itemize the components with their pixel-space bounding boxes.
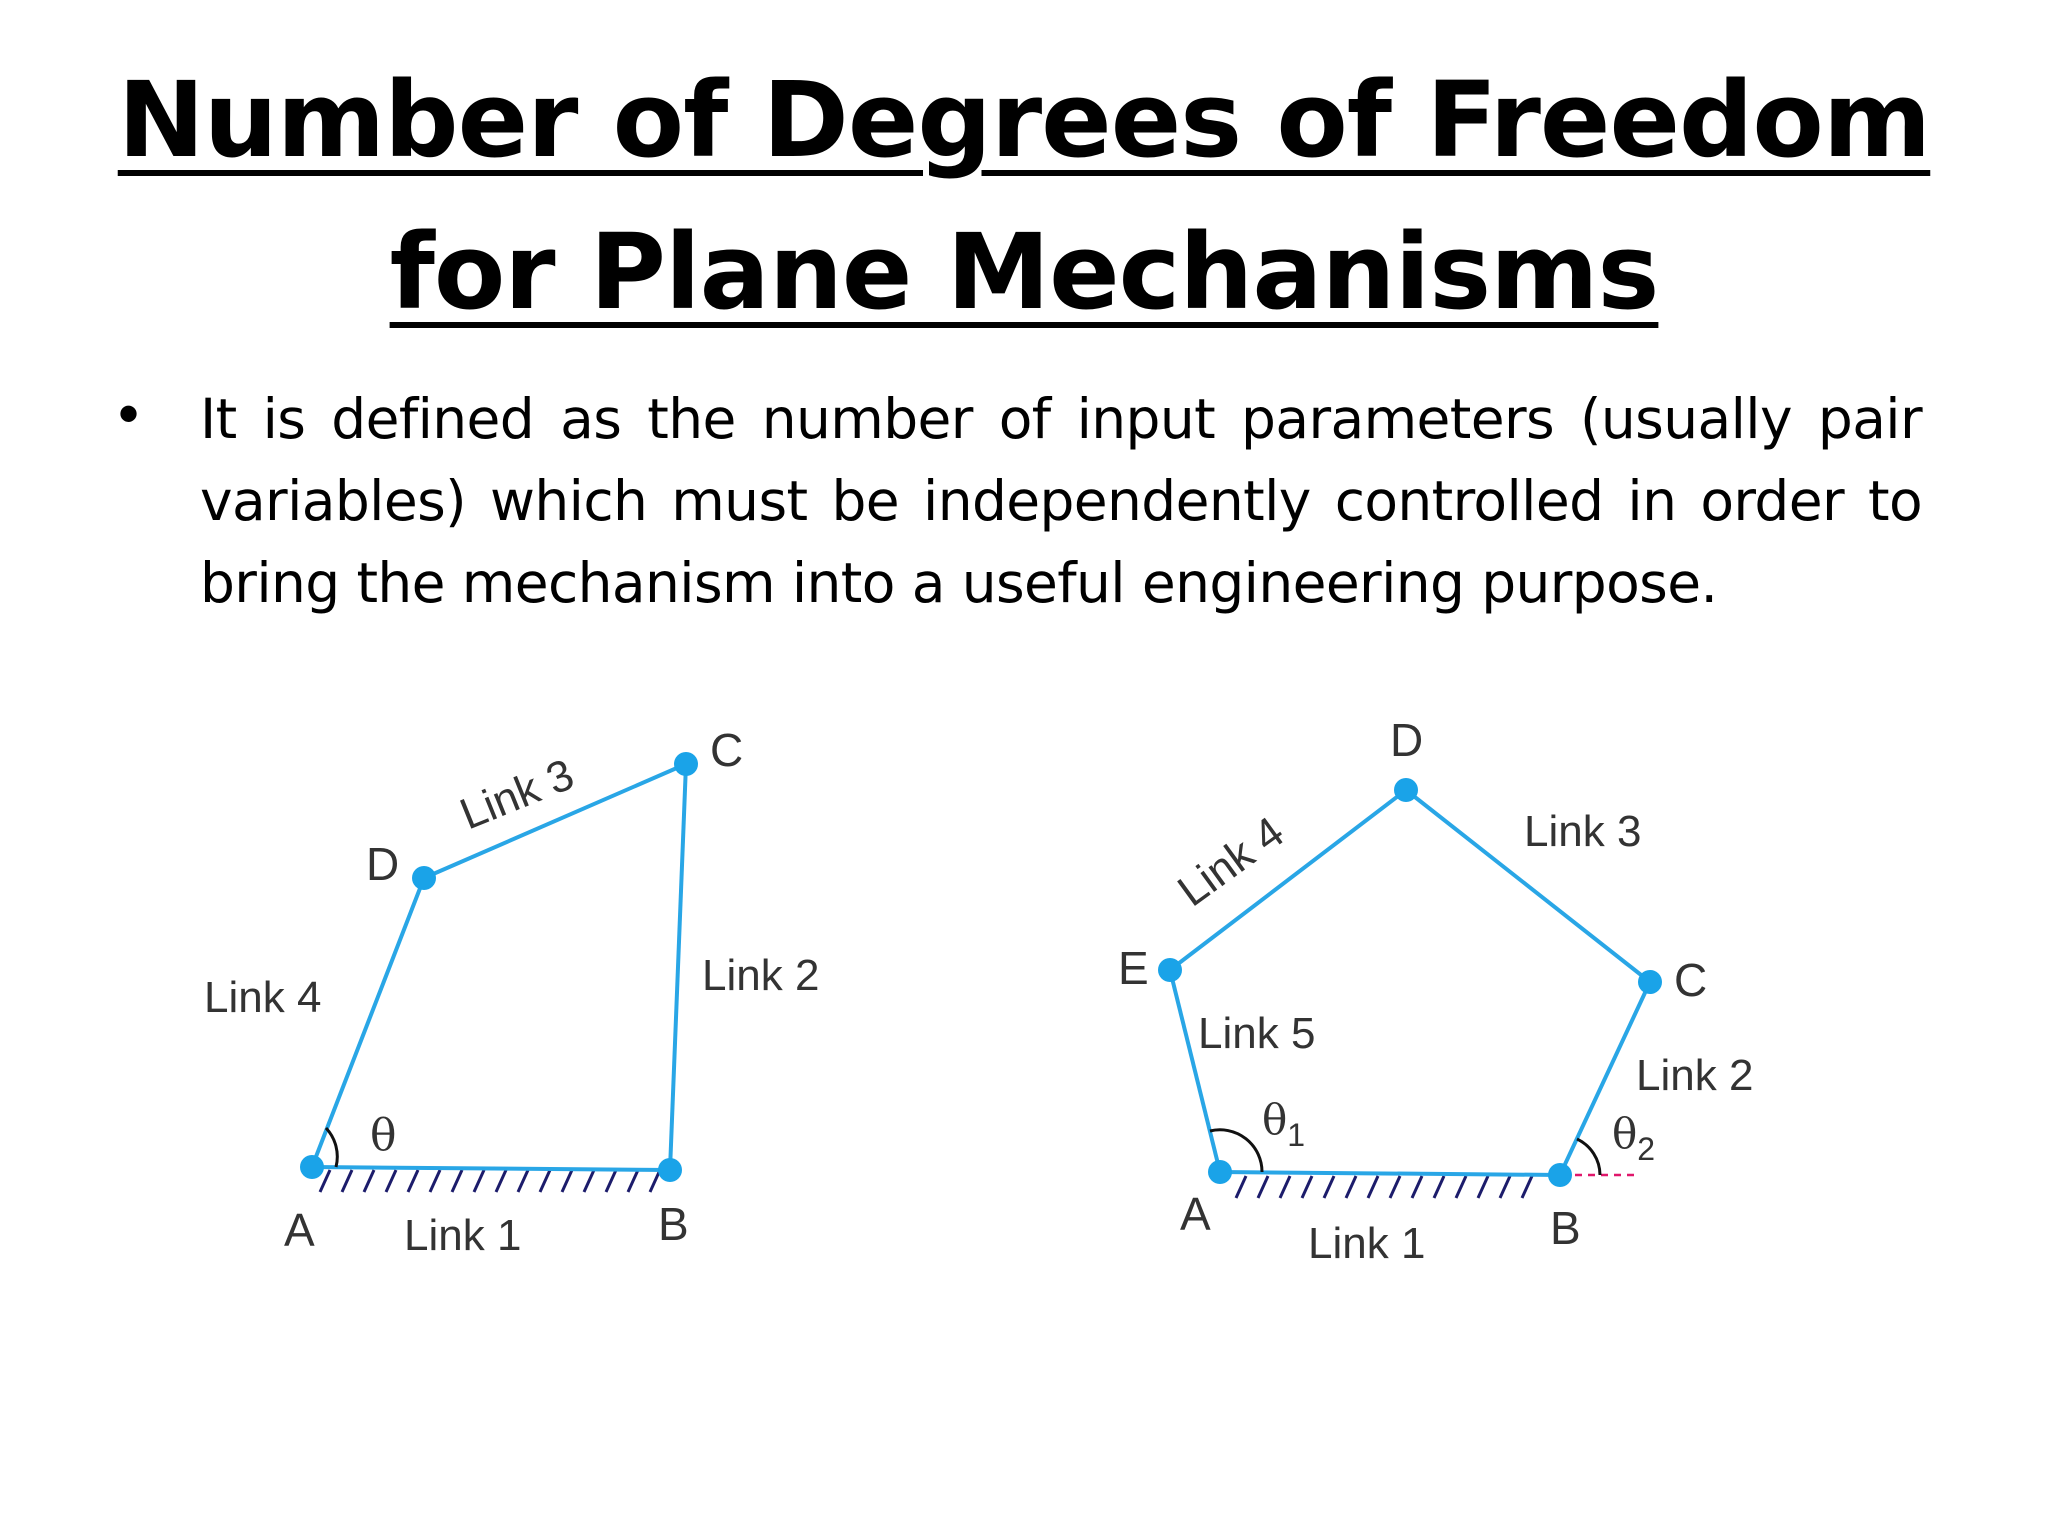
five-bar-joint-a: [1208, 1160, 1232, 1184]
five-bar-label-theta-2: $\theta_2$: [1612, 1109, 1656, 1167]
five-bar-label-e: E: [1118, 942, 1149, 994]
five-bar-label-theta-1: $\theta_1$: [1262, 1095, 1306, 1153]
five-bar-label-c: C: [1674, 954, 1708, 1006]
four-bar-ground-hatch: [320, 1170, 660, 1192]
five-bar-angle-arc-2: [1577, 1139, 1600, 1175]
five-bar-joint-c: [1638, 970, 1662, 994]
four-bar-link-4: [312, 878, 424, 1167]
five-bar-diagram: [1118, 714, 1753, 1268]
five-bar-label-link-5: Link 5: [1198, 1009, 1316, 1058]
four-bar-label-b: B: [658, 1198, 689, 1250]
four-bar-label-d: D: [366, 838, 400, 890]
five-bar-label-b: B: [1550, 1202, 1581, 1254]
four-bar-joint-d: [412, 866, 436, 890]
four-bar-label-link-3: Link 3: [453, 749, 581, 840]
five-bar-label-link-1: Link 1: [1308, 1219, 1426, 1268]
four-bar-angle-arc: [326, 1128, 337, 1167]
four-bar-link-1: [312, 1167, 670, 1170]
five-bar-label-link-3: Link 3: [1524, 807, 1642, 856]
five-bar-joint-d: [1394, 778, 1418, 802]
five-bar-label-d: D: [1390, 714, 1424, 766]
four-bar-label-link-1: Link 1: [404, 1211, 522, 1260]
four-bar-joint-a: [300, 1155, 324, 1179]
four-bar-link-2: [670, 764, 686, 1170]
title-line-1: Number of Degrees of Freedom: [117, 59, 1931, 181]
four-bar-label-theta: θ: [370, 1110, 397, 1161]
five-bar-label-link-2: Link 2: [1636, 1051, 1754, 1100]
four-bar-joint-b: [658, 1158, 682, 1182]
bullet-icon: •: [118, 380, 140, 447]
four-bar-label-c: C: [710, 724, 744, 776]
five-bar-link-5: [1170, 970, 1220, 1172]
title-line-2: for Plane Mechanisms: [389, 211, 1659, 333]
five-bar-joint-e: [1158, 958, 1182, 982]
five-bar-label-link-4: Link 4: [1169, 807, 1293, 917]
four-bar-label-link-2: Link 2: [702, 951, 820, 1000]
five-bar-link-1: [1220, 1172, 1560, 1175]
four-bar-label-a: A: [284, 1204, 315, 1256]
five-bar-joint-b: [1548, 1163, 1572, 1187]
four-bar-label-link-4: Link 4: [204, 973, 322, 1022]
four-bar-joint-c: [674, 752, 698, 776]
five-bar-ground-hatch: [1236, 1176, 1532, 1198]
four-bar-diagram: [204, 724, 819, 1260]
bullet-text: It is defined as the number of input parameters (usually pair variables) which must be independently controlled in order to bring the mechanism into a useful engineering purpose.: [200, 387, 1922, 615]
five-bar-label-a: A: [1180, 1188, 1211, 1240]
